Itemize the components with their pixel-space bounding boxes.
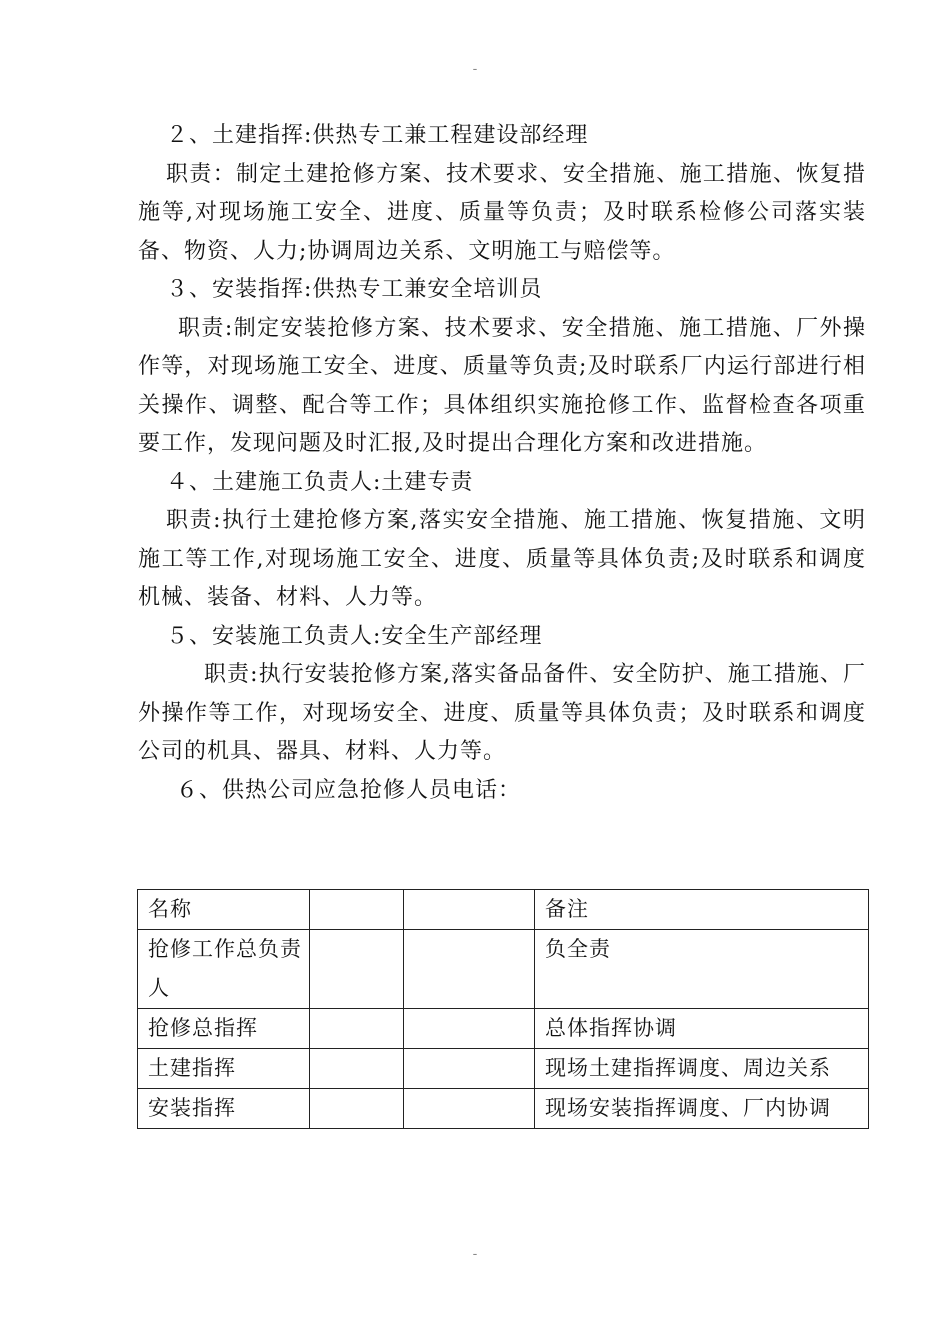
section-heading-4: ４、土建施工负责人:土建专责 — [166, 469, 474, 495]
document-body — [138, 117, 866, 810]
table-cell: 土建指挥 — [138, 1049, 310, 1089]
table-row — [138, 1089, 869, 1129]
section-heading-2: ２、土建指挥:供热专工兼工程建设部经理 — [166, 123, 589, 148]
table-row — [138, 1009, 869, 1049]
table-cell — [404, 1089, 535, 1129]
duty-paragraph-3: 职责:制定安装抢修方案、技术要求、安全措施、施工措施、厂外操作等，对现场施工安全、进度、质量等负责;及时联系厂内运行部进行相关操作、调整、配合等工作；具体组织实施抢修工作、监督检查各项重要工作，发现问题及时汇报,及时提出合理化方案和改进措施。 — [138, 315, 866, 456]
section-heading-5: ５、安装施工负责人:安全生产部经理 — [166, 623, 543, 649]
section-heading-3: ３、安装指挥:供热专工兼安全培训员 — [166, 277, 543, 302]
table-cell — [404, 1009, 535, 1049]
table-cell — [404, 930, 535, 1009]
table-cell: 安装指挥 — [138, 1089, 310, 1129]
page-mark-top: - — [472, 62, 478, 77]
table-cell — [404, 1049, 535, 1089]
duty-paragraph-4: 职责:执行土建抢修方案,落实安全措施、施工措施、恢复措施、文明施工等工作,对现场施工安全、进度、质量等具体负责;及时联系和调度机械、装备、材料、人力等。 — [138, 508, 866, 610]
table-cell: 抢修总指挥 — [138, 1009, 310, 1049]
table-cell: 负全责 — [535, 930, 869, 1009]
duty-paragraph-5: 职责:执行安装抢修方案,落实备品备件、安全防护、施工措施、厂外操作等工作，对现场安全、进度、质量等具体负责；及时联系和调度公司的机具、器具、材料、人力等。 — [138, 662, 866, 764]
duty-paragraph-2: 职责：制定土建抢修方案、技术要求、安全措施、施工措施、恢复措施等,对现场施工安全、进度、质量等负责；及时联系检修公司落实装备、物资、人力;协调周边关系、文明施工与赔偿等。 — [138, 161, 866, 264]
table-row — [138, 930, 869, 1009]
table-cell: 备注 — [535, 890, 869, 930]
table-row — [138, 890, 869, 930]
table-cell — [310, 930, 404, 1009]
table-row — [138, 1049, 869, 1089]
table-cell: 抢修工作总负责人 — [138, 930, 310, 1009]
table-cell: 现场安装指挥调度、厂内协调 — [535, 1089, 869, 1129]
table-cell: 现场土建指挥调度、周边关系 — [535, 1049, 869, 1089]
table-cell — [310, 1049, 404, 1089]
table-cell — [404, 890, 535, 930]
table-cell: 名称 — [138, 890, 310, 930]
emergency-contact-table — [137, 889, 869, 1129]
page-mark-bottom: - — [472, 1247, 478, 1262]
table-cell — [310, 1089, 404, 1129]
table-cell — [310, 890, 404, 930]
table-cell — [310, 1009, 404, 1049]
table-cell: 总体指挥协调 — [535, 1009, 869, 1049]
section-heading-6: ６、供热公司应急抢修人员电话： — [176, 777, 522, 803]
